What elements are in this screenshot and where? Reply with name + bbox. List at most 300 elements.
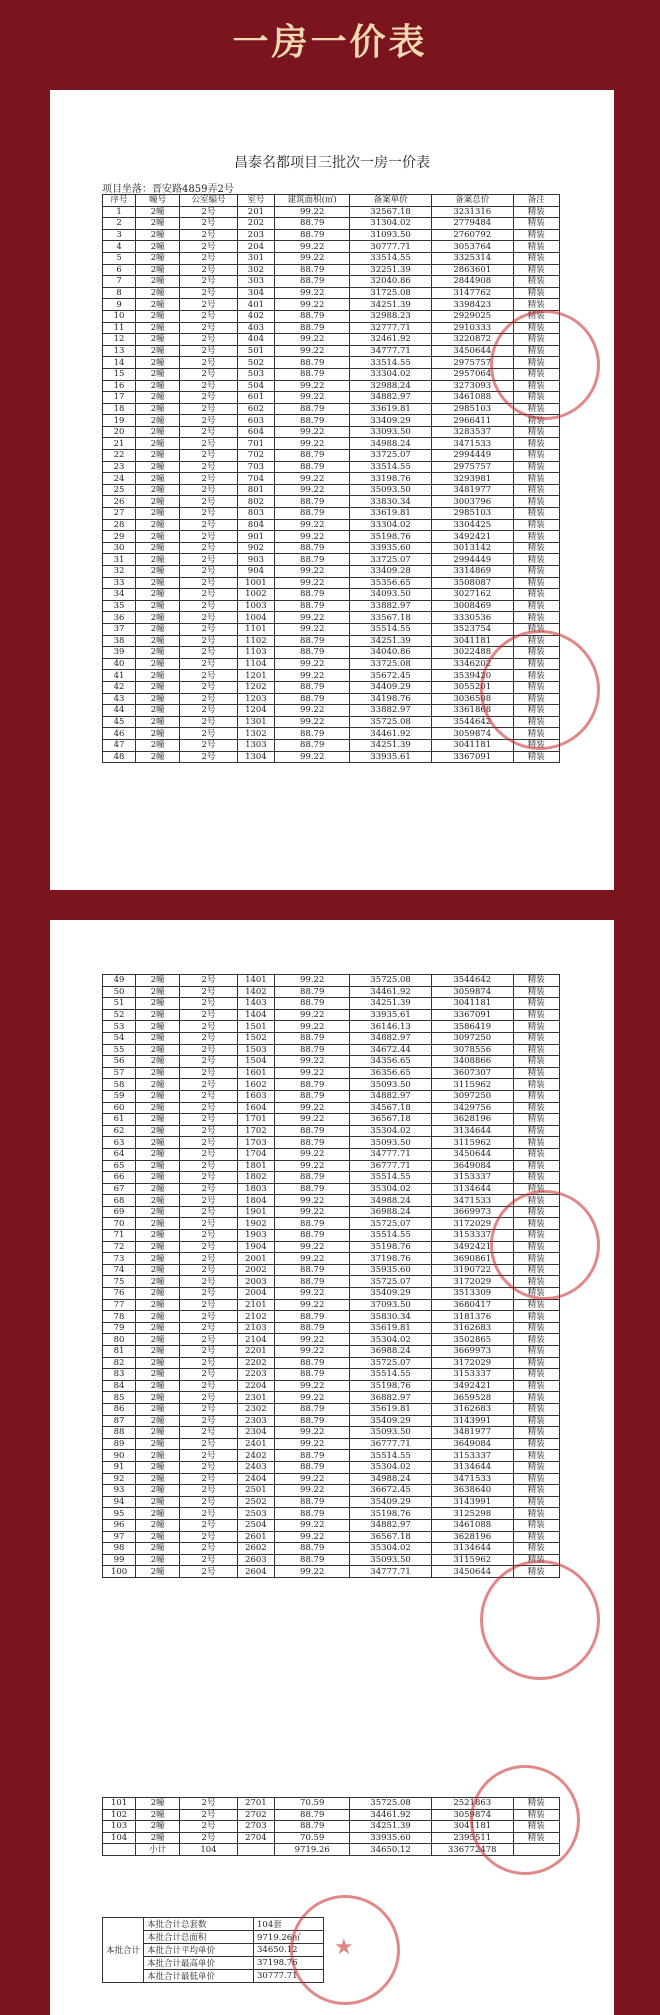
table-cell: 18 [103,403,136,415]
table-cell: 2301 [237,1392,275,1404]
table-cell: 精装 [513,1137,559,1149]
table-cell: 2号 [180,1288,237,1300]
table-cell: 2幢 [136,252,180,264]
table-cell: 34251.39 [350,998,432,1010]
table-cell: 503 [237,368,275,380]
table-cell: 99.22 [275,519,350,531]
table-row [103,1554,560,1566]
table-cell: 2102 [237,1311,275,1323]
table-cell: 2号 [180,1357,237,1369]
table-cell: 2号 [180,1508,237,1520]
table-cell: 精装 [513,577,559,589]
table-cell: 2号 [180,1322,237,1334]
table-cell: 精装 [513,1473,559,1485]
table-cell: 3115962 [431,1079,513,1091]
table-cell: 3 [103,229,136,241]
table-header-row [103,195,560,207]
table-cell: 96 [103,1519,136,1531]
table-cell: 2702 [237,1809,275,1821]
table-cell: 34 [103,589,136,601]
table-cell: 37093.50 [350,1299,432,1311]
table-cell: 88.79 [275,1264,350,1276]
table-cell: 73 [103,1253,136,1265]
table-cell: 88.79 [275,1044,350,1056]
table-cell: 99.22 [275,1195,350,1207]
table-cell: 88.79 [275,415,350,427]
table-cell: 精装 [513,623,559,635]
table-cell: 88.79 [275,450,350,462]
table-cell: 2号 [180,206,237,218]
table-cell: 39 [103,647,136,659]
table-cell: 2号 [180,1148,237,1160]
table-cell: 70.59 [275,1798,350,1810]
table-cell: 403 [237,322,275,334]
table-cell: 92 [103,1473,136,1485]
table-cell: 2幢 [136,1438,180,1450]
table-cell: 2404 [237,1473,275,1485]
table-cell: 2863601 [431,264,513,276]
table-cell: 2号 [180,229,237,241]
table-cell: 2号 [180,739,237,751]
table-cell: 精装 [513,1392,559,1404]
table-cell: 54 [103,1032,136,1044]
table-cell: 99.22 [275,1566,350,1578]
table-cell: 2幢 [136,1346,180,1358]
table-cell: 2幢 [136,1531,180,1543]
document-page-3 [50,1745,614,2015]
table-cell: 2幢 [136,1206,180,1218]
table-cell: 精装 [513,716,559,728]
table-cell: 10 [103,310,136,322]
table-cell: 33725.07 [350,450,432,462]
table-cell: 精装 [513,1079,559,1091]
table-cell: 精装 [513,310,559,322]
table-cell: 2760792 [431,229,513,241]
table-row [103,1079,560,1091]
table-cell: 2幢 [136,1102,180,1114]
table-cell: 99.22 [275,670,350,682]
table-cell: 33619.81 [350,403,432,415]
table-cell: 3669973 [431,1206,513,1218]
table-cell: 2幢 [136,218,180,230]
table-cell: 2幢 [136,426,180,438]
table-cell: 102 [103,1809,136,1821]
table-cell: 34777.71 [350,1148,432,1160]
summary-label: 本批合计总面积 [144,1931,254,1944]
subtotal-cell [237,1844,275,1856]
table-cell: 70.59 [275,1832,350,1844]
table-cell: 35304.02 [350,1183,432,1195]
table-cell: 2号 [180,612,237,624]
table-cell: 精装 [513,647,559,659]
table-cell: 精装 [513,1253,559,1265]
table-row [103,1114,560,1126]
table-cell: 88.79 [275,1496,350,1508]
table-cell: 33409.28 [350,566,432,578]
table-cell: 34777.71 [350,1566,432,1578]
table-cell: 1402 [237,986,275,998]
table-cell: 6 [103,264,136,276]
table-cell: 2幢 [136,681,180,693]
table-cell: 99.22 [275,531,350,543]
table-cell: 2幢 [136,612,180,624]
table-cell: 66 [103,1172,136,1184]
table-cell: 2966411 [431,415,513,427]
table-cell: 48 [103,751,136,763]
table-row [103,1427,560,1439]
table-cell: 99.22 [275,484,350,496]
table-cell: 35304.02 [350,1334,432,1346]
table-cell: 35514.55 [350,1230,432,1242]
table-cell: 1203 [237,693,275,705]
table-cell: 1104 [237,658,275,670]
table-cell: 99.22 [275,612,350,624]
table-cell: 36567.18 [350,1531,432,1543]
table-cell: 2幢 [136,357,180,369]
summary-label: 本批合计最低单价 [144,1970,254,1983]
table-cell: 2号 [180,1554,237,1566]
table-cell: 3607307 [431,1067,513,1079]
table-cell: 精装 [513,1821,559,1833]
table-cell: 99.22 [275,1519,350,1531]
table-row [103,1288,560,1300]
table-cell: 精装 [513,1067,559,1079]
table-cell: 2号 [180,1241,237,1253]
table-cell: 精装 [513,1299,559,1311]
table-cell: 2幢 [136,1415,180,1427]
table-cell: 精装 [513,542,559,554]
table-cell: 51 [103,998,136,1010]
table-cell: 79 [103,1322,136,1334]
table-cell: 2幢 [136,322,180,334]
table-cell: 1004 [237,612,275,624]
table-cell: 601 [237,392,275,404]
table-cell: 3659528 [431,1392,513,1404]
table-cell: 1701 [237,1114,275,1126]
table-cell: 2号 [180,299,237,311]
table-cell: 35514.55 [350,1369,432,1381]
table-cell: 1504 [237,1056,275,1068]
table-cell: 36567.18 [350,1114,432,1126]
table-cell: 2幢 [136,1380,180,1392]
table-cell: 76 [103,1288,136,1300]
table-cell: 3162683 [431,1403,513,1415]
table-cell: 3153337 [431,1450,513,1462]
table-cell: 88.79 [275,1311,350,1323]
table-cell: 84 [103,1380,136,1392]
table-cell: 57 [103,1067,136,1079]
table-cell: 精装 [513,1798,559,1810]
table-cell: 2幢 [136,554,180,566]
table-cell: 88.79 [275,1079,350,1091]
table-cell: 3143991 [431,1415,513,1427]
table-cell: 2号 [180,252,237,264]
table-cell: 3190722 [431,1264,513,1276]
table-cell: 精装 [513,554,559,566]
table-cell: 2402 [237,1450,275,1462]
table-cell: 502 [237,357,275,369]
table-cell: 50 [103,986,136,998]
table-cell: 2602 [237,1543,275,1555]
table-cell: 104 [103,1832,136,1844]
table-cell: 2703 [237,1821,275,1833]
table-row [103,1032,560,1044]
table-cell: 33619.81 [350,508,432,520]
table-cell: 20 [103,426,136,438]
table-cell: 68 [103,1195,136,1207]
table-cell: 3450644 [431,1566,513,1578]
table-cell: 2幢 [136,334,180,346]
table-row [103,380,560,392]
table-cell: 32988.23 [350,310,432,322]
table-cell: 2101 [237,1299,275,1311]
table-cell: 2号 [180,438,237,450]
table-row [103,1021,560,1033]
table-cell: 2号 [180,1438,237,1450]
table-row [103,1334,560,1346]
table-cell: 36672.45 [350,1485,432,1497]
table-row [103,1056,560,1068]
table-row [103,1485,560,1497]
table-cell: 2号 [180,1543,237,1555]
table-cell: 2幢 [136,1288,180,1300]
table-row [103,600,560,612]
summary-label: 本批合计总套数 [144,1918,254,1931]
table-cell: 2号 [180,1496,237,1508]
table-cell: 精装 [513,1114,559,1126]
table-cell: 35304.02 [350,1543,432,1555]
table-cell: 1702 [237,1125,275,1137]
table-cell: 2302 [237,1403,275,1415]
table-cell: 2603 [237,1554,275,1566]
table-row [103,1508,560,1520]
table-cell: 99.22 [275,473,350,485]
table-row [103,1566,560,1578]
table-cell: 41 [103,670,136,682]
table-cell: 88.79 [275,1322,350,1334]
table-cell: 404 [237,334,275,346]
table-cell: 1603 [237,1090,275,1102]
table-cell: 3181376 [431,1311,513,1323]
table-cell: 2号 [180,218,237,230]
table-cell: 303 [237,276,275,288]
table-cell: 35409.29 [350,1415,432,1427]
table-cell: 2幢 [136,1148,180,1160]
table-cell: 35093.50 [350,1137,432,1149]
table-cell: 2号 [180,1114,237,1126]
table-cell: 504 [237,380,275,392]
table-row [103,1531,560,1543]
table-cell: 2号 [180,1021,237,1033]
table-cell: 2号 [180,1056,237,1068]
table-cell: 902 [237,542,275,554]
table-cell: 2幢 [136,1322,180,1334]
table-cell: 2幢 [136,1392,180,1404]
table-cell: 2幢 [136,1125,180,1137]
table-row [103,403,560,415]
table-cell: 21 [103,438,136,450]
table-cell: 2幢 [136,1218,180,1230]
table-cell: 61 [103,1114,136,1126]
table-cell: 精装 [513,670,559,682]
table-cell: 2号 [180,264,237,276]
table-row [103,287,560,299]
table-cell: 69 [103,1206,136,1218]
table-cell: 2幢 [136,693,180,705]
table-cell: 203 [237,229,275,241]
table-cell: 32777.71 [350,322,432,334]
table-cell: 精装 [513,1009,559,1021]
table-cell: 2幢 [136,287,180,299]
table-cell: 精装 [513,1021,559,1033]
table-cell: 33093.50 [350,426,432,438]
column-header: 备注 [513,195,559,207]
table-cell: 3325314 [431,252,513,264]
table-cell: 1304 [237,751,275,763]
table-cell: 2502 [237,1496,275,1508]
table-cell: 101 [103,1798,136,1810]
table-cell: 2幢 [136,299,180,311]
table-cell: 精装 [513,206,559,218]
table-row [103,1195,560,1207]
table-cell: 3429756 [431,1102,513,1114]
table-cell: 精装 [513,1172,559,1184]
table-cell: 2001 [237,1253,275,1265]
table-cell: 35514.55 [350,1172,432,1184]
table-cell: 2幢 [136,1809,180,1821]
table-cell: 1202 [237,681,275,693]
table-cell: 2号 [180,1079,237,1091]
table-cell: 702 [237,450,275,462]
table-cell: 2号 [180,1044,237,1056]
table-cell: 3508087 [431,577,513,589]
table-cell: 3471533 [431,438,513,450]
table-cell: 99.22 [275,438,350,450]
table-cell: 3003796 [431,496,513,508]
official-seal-stamp [490,1190,600,1300]
table-cell: 3461088 [431,392,513,404]
table-cell: 3172029 [431,1218,513,1230]
table-cell: 3283537 [431,426,513,438]
table-cell: 精装 [513,1102,559,1114]
table-cell: 88.79 [275,554,350,566]
table-cell: 65 [103,1160,136,1172]
table-row [103,218,560,230]
table-cell: 精装 [513,635,559,647]
table-cell: 802 [237,496,275,508]
table-cell: 2号 [180,693,237,705]
table-row [103,1102,560,1114]
table-cell: 3115962 [431,1554,513,1566]
table-cell: 1403 [237,998,275,1010]
table-cell: 35409.29 [350,1496,432,1508]
table-cell: 2幢 [136,986,180,998]
official-seal-stamp [480,630,600,750]
table-cell: 2幢 [136,1160,180,1172]
table-cell: 2号 [180,681,237,693]
table-row [103,508,560,520]
table-cell: 704 [237,473,275,485]
table-row [103,1461,560,1473]
table-cell: 1401 [237,975,275,987]
table-cell: 3134644 [431,1543,513,1555]
table-cell: 2号 [180,1160,237,1172]
document-page-1 [50,90,614,890]
table-cell: 3097250 [431,1032,513,1044]
table-cell: 2幢 [136,206,180,218]
table-cell: 904 [237,566,275,578]
table-cell: 34040.86 [350,647,432,659]
table-cell: 2幢 [136,450,180,462]
table-cell: 82 [103,1357,136,1369]
table-cell: 2号 [180,415,237,427]
table-cell: 88.79 [275,1125,350,1137]
table-cell: 3398423 [431,299,513,311]
table-cell: 2601 [237,1531,275,1543]
table-cell: 精装 [513,1531,559,1543]
table-cell: 精装 [513,1496,559,1508]
table-cell: 3481977 [431,484,513,496]
table-cell: 88.79 [275,635,350,647]
table-cell: 精装 [513,1218,559,1230]
table-cell: 3153337 [431,1369,513,1381]
table-cell: 47 [103,739,136,751]
summary-value: 37198.76 [254,1957,324,1970]
summary-value: 34650.12 [254,1944,324,1957]
table-cell: 33935.61 [350,751,432,763]
table-cell: 100 [103,1566,136,1578]
table-cell: 88.79 [275,739,350,751]
table-cell: 2幢 [136,975,180,987]
table-cell: 903 [237,554,275,566]
table-cell: 2395511 [431,1832,513,1844]
table-row [103,276,560,288]
table-cell: 11 [103,322,136,334]
table-cell: 401 [237,299,275,311]
table-cell: 精装 [513,1369,559,1381]
table-cell: 88.79 [275,1369,350,1381]
table-cell: 精装 [513,426,559,438]
table-cell: 2幢 [136,345,180,357]
table-cell: 3231316 [431,206,513,218]
table-cell: 精装 [513,1566,559,1578]
table-cell: 33725.08 [350,658,432,670]
table-cell: 801 [237,484,275,496]
table-cell: 2幢 [136,647,180,659]
table-cell: 精装 [513,264,559,276]
table-cell: 36882.97 [350,1392,432,1404]
table-cell: 精装 [513,1415,559,1427]
table-cell: 2号 [180,1392,237,1404]
table-cell: 32040.86 [350,276,432,288]
table-cell: 701 [237,438,275,450]
price-table-page-2 [102,974,560,1578]
table-cell: 2号 [180,1809,237,1821]
table-cell: 2幢 [136,1241,180,1253]
table-cell: 2幢 [136,531,180,543]
table-cell: 88 [103,1427,136,1439]
table-cell: 精装 [513,415,559,427]
table-cell: 33304.02 [350,519,432,531]
table-cell: 36988.24 [350,1346,432,1358]
table-cell: 1404 [237,1009,275,1021]
table-cell: 2779484 [431,218,513,230]
table-cell: 2号 [180,392,237,404]
table-cell: 2号 [180,1172,237,1184]
table-cell: 精装 [513,1485,559,1497]
table-cell: 30777.71 [350,241,432,253]
table-cell: 35514.55 [350,1450,432,1462]
